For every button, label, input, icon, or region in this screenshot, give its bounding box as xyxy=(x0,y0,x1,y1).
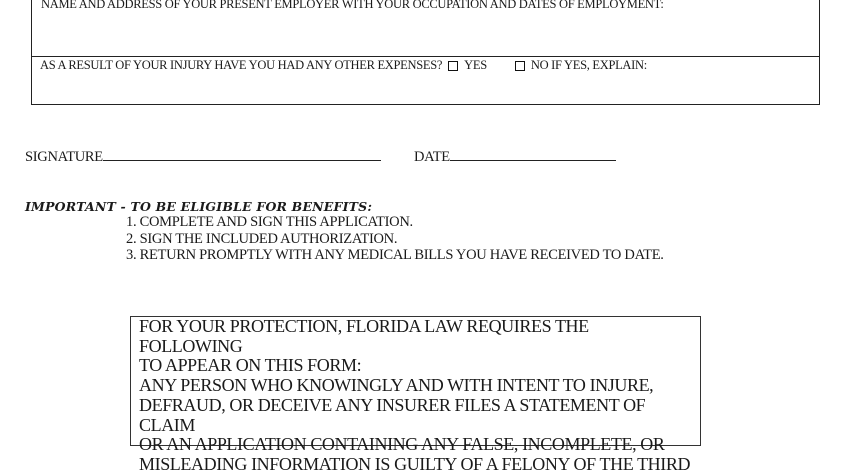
list-item: 3. RETURN PROMPTLY WITH ANY MEDICAL BILLS YOU HAVE RECEIVED TO DATE. xyxy=(126,247,664,263)
yes-label: YES xyxy=(464,58,487,72)
list-item: 1. COMPLETE AND SIGN THIS APPLICATION. xyxy=(126,214,413,230)
signature-row xyxy=(25,146,381,166)
list-item: 2. SIGN THE INCLUDED AUTHORIZATION. xyxy=(126,230,398,247)
fraud-warning-text: FOR YOUR PROTECTION, FLORIDA LAW REQUIRES THE FOLLOWING TO APPEAR ON THIS FORM: ANY PERSON WHO KNOWINGLY AND WITH INTENT TO INJURE, DEFRAUD, OR DECEIVE ANY INSURER FILES A STATEMENT OF CLAIM OR AN APPLICATION CONTAINING ANY FALSE, INCOMPLETE, OR MISLEADING INFORMATION IS GUILTY OF A FELONY OF THE THIRD xyxy=(139,316,691,474)
important-heading: IMPORTANT - TO BE ELIGIBLE FOR BENEFITS: xyxy=(25,199,373,214)
signature-line[interactable] xyxy=(103,146,381,161)
other-expenses-row xyxy=(40,58,647,73)
important-list xyxy=(126,214,664,264)
important-notice xyxy=(25,199,664,263)
no-label: NO IF YES, EXPLAIN: xyxy=(530,58,647,72)
other-expenses-question: AS A RESULT OF YOUR INJURY HAVE YOU HAD ANY OTHER EXPENSES? xyxy=(40,58,443,72)
employer-label: NAME AND ADDRESS OF YOUR PRESENT EMPLOYER WITH YOUR OCCUPATION AND DATES OF EMPLOYMENT: xyxy=(41,0,664,11)
employer-field[interactable] xyxy=(31,0,820,57)
date-label: DATE xyxy=(414,149,450,165)
yes-checkbox[interactable] xyxy=(448,61,458,71)
signature-label: SIGNATURE xyxy=(25,149,103,165)
no-checkbox[interactable] xyxy=(515,61,525,71)
date-line[interactable] xyxy=(450,146,616,161)
date-row xyxy=(414,146,616,166)
other-expenses-field[interactable] xyxy=(31,56,820,105)
